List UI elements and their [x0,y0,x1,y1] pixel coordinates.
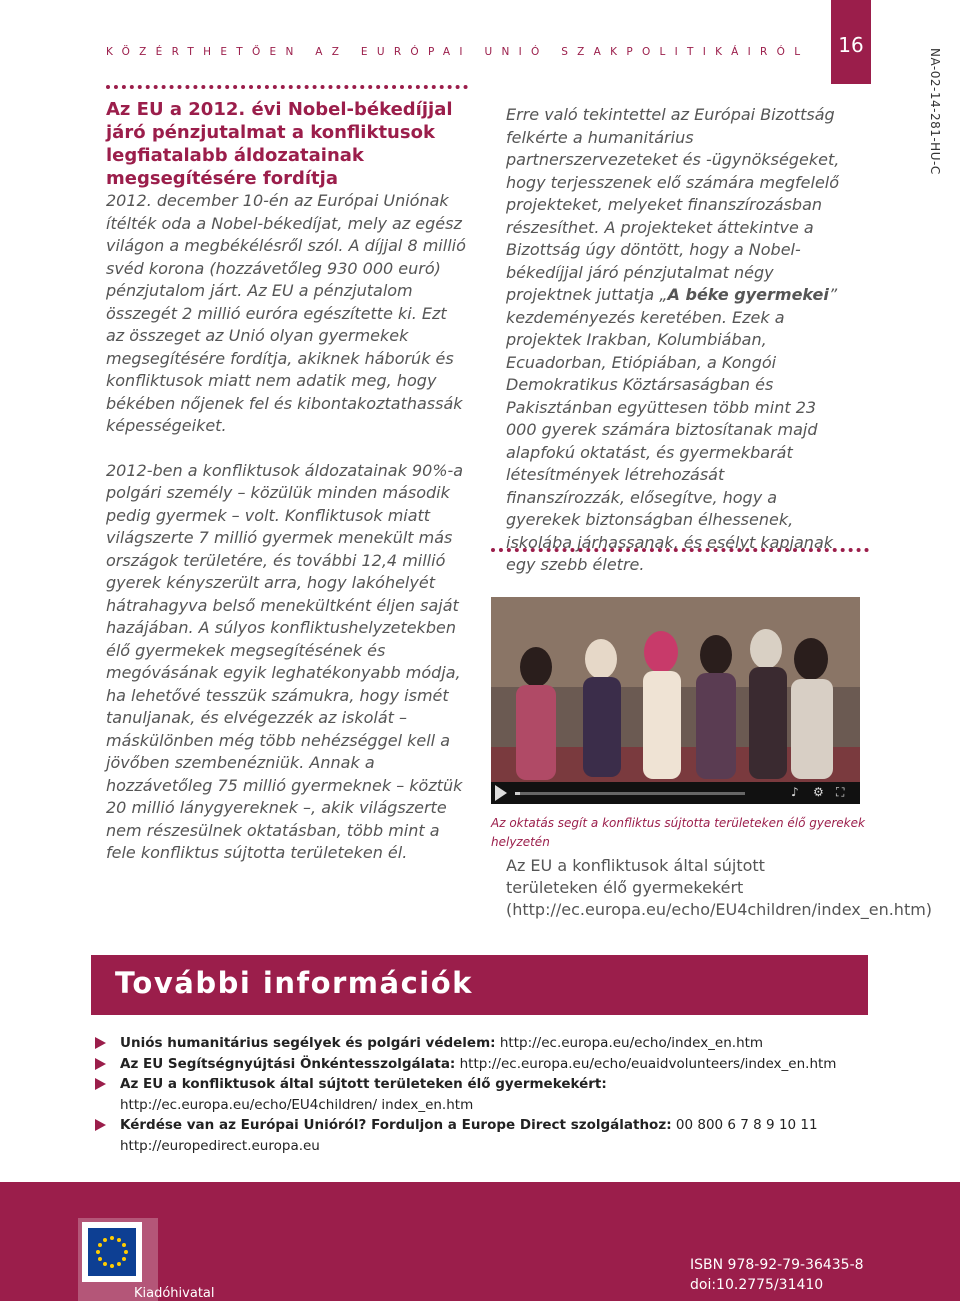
paragraph-projects: Erre való tekintettel az Európai Bizottság felkérte a humanitárius partnerszervezeteket és -ügynökségeket, hogy terjesszenek elő számára megfelelő projekteket, melyeket finanszírozásban részesíthet. A projekteket áttekintve a Bizottság úgy döntött, hogy a Nobel-békedíjjal járó pénzjutalmat négy projektnek juttatja „A béke gyermekei” kezdeményezés keretében. Ezek a projektek Irakban, Kolumbiában, Ecuadorban, Etiópiában, a Kongói Demokratikus Köztársaságban és Pakisztánban együttesen több mint 23 000 gyerek számára biztosítanak majd alapfokú oktatást, és gyermekbarát létesítmények létrehozását finanszírozzák, elősegítve, hogy a gyerekek biztonságban élhessenek, iskolába járhassanak, és esélyt kapjanak egy szebb életre. [506,105,840,574]
volume-icon[interactable]: ♪ [791,785,799,799]
list-item: Kérdése van az Európai Unióról? Forduljon a Europe Direct szolgálathoz: 00 800 6 7 8 9 10 11 http://europedirect.europa.eu [95,1115,855,1156]
right-column [506,104,846,577]
initiative-name: A béke gyermekei [667,285,829,304]
list-item: Uniós humanitárius segélyek és polgári védelem: http://ec.europa.eu/echo/index_en.htm [95,1033,855,1054]
paragraph-conflict-victims: 2012-ben a konfliktusok áldozatainak 90%-a polgári személy – közülük minden második pedig gyermek – volt. Konfliktusok miatt világszerte 7 millió gyermek menekült más országok területére, és további 12,4 millió gyerek kényszerült arra, hogy lakóhelyét hátrahagyva belső menekültként éljen saját hazájában. A súlyos konfliktushelyzetekben élő gyermekek megsegítésének és megóvásának egyik leghatékonyabb módja, ha lehetővé tesszük számukra, hogy ismét tanuljanak, és elvégezzék az iskolát – máskülönben még több nehézséggel kell a jövőben szembenézniük. Annak a hozzávetőleg 75 millió gyermeknek – köztük 20 millió lánygyereknek –, akik világszerte nem részesülnek oktatásban, több mint a fele konfliktus sújtotta területeken él. [106,460,464,862]
paragraph-nobel-prize: 2012. december 10-én az Európai Uniónak ítélték oda a Nobel-békedíjat, mely az egész világon a megbékélésről szól. A díjjal 8 millió svéd korona (hozzávetőleg 930 000 euró) pénzjutalom járt. Az EU a pénzjutalom összegét 2 millió euróra egészítette ki. Ezt az összeget az Unió olyan gyermekek megsegítésére fordítja, akiknek háborúk és konfliktusok miatt nem adatik meg, hogy békében nőjenek fel és kibontakoztathassák képességeiket. [106,191,466,435]
divider-top-left [106,85,468,89]
video-caption: Az oktatás segít a konfliktus sújtotta területeken élő gyerekek helyzetén [491,816,865,849]
arrow-bullet-icon [95,1058,106,1070]
doi: doi:10.2775/31410 [690,1277,824,1293]
running-header: KÖZÉRTHETŐEN AZ EURÓPAI UNIÓ SZAKPOLITIKÁIRÓL [106,46,810,58]
list-item: Az EU Segítségnyújtási Önkéntesszolgálata: http://ec.europa.eu/echo/euaidvolunteers/index_en.htm [95,1054,855,1075]
isbn: ISBN 978-92-79-36435-8 [690,1257,864,1273]
arrow-bullet-icon [95,1037,106,1049]
divider-right [491,548,869,552]
video-frame-image [491,597,860,804]
publisher-name: Kiadóhivatal [134,1286,215,1301]
link-url[interactable]: http://ec.europa.eu/echo/index_en.htm [499,1035,764,1051]
link-url[interactable]: http://ec.europa.eu/echo/euaidvolunteers/index_en.htm [459,1055,837,1072]
fullscreen-icon[interactable]: ⛶ [836,785,845,799]
progress-track[interactable] [515,792,745,795]
info-title: További információk [115,966,473,1000]
page-number: 16 [831,0,871,84]
article-title: Az EU a 2012. évi Nobel-békedíjjal járó pénzjutalmat a konfliktusok legfiatalabb áldozatainak megsegítésére fordítja [106,99,453,189]
link-url[interactable]: 00 800 6 7 8 9 10 11 http://europedirect.europa.eu [120,1117,818,1154]
isbn-block [690,1255,864,1295]
progress-fill [515,792,520,795]
settings-icon[interactable]: ⚙ [813,785,824,799]
list-item: Az EU a konfliktusok által sújtott területeken élő gyermekekért: http://ec.europa.eu/echo/EU4children/ index_en.htm [95,1074,855,1115]
play-icon[interactable] [495,785,507,801]
video-source-link[interactable]: Az EU a konfliktusok által sújtott területeken élő gyermekekért (http://ec.europa.eu/echo/EU4children/index_en.htm) [506,856,933,919]
info-links [95,1033,855,1156]
arrow-bullet-icon [95,1078,106,1090]
catalogue-code: NA-02-14-281-HU-C [928,48,942,175]
video-controls [491,782,860,804]
link-url[interactable]: http://ec.europa.eu/echo/EU4children/ index_en.htm [120,1096,474,1113]
arrow-bullet-icon [95,1119,106,1131]
video-player[interactable] [491,597,860,804]
left-column [106,98,466,865]
